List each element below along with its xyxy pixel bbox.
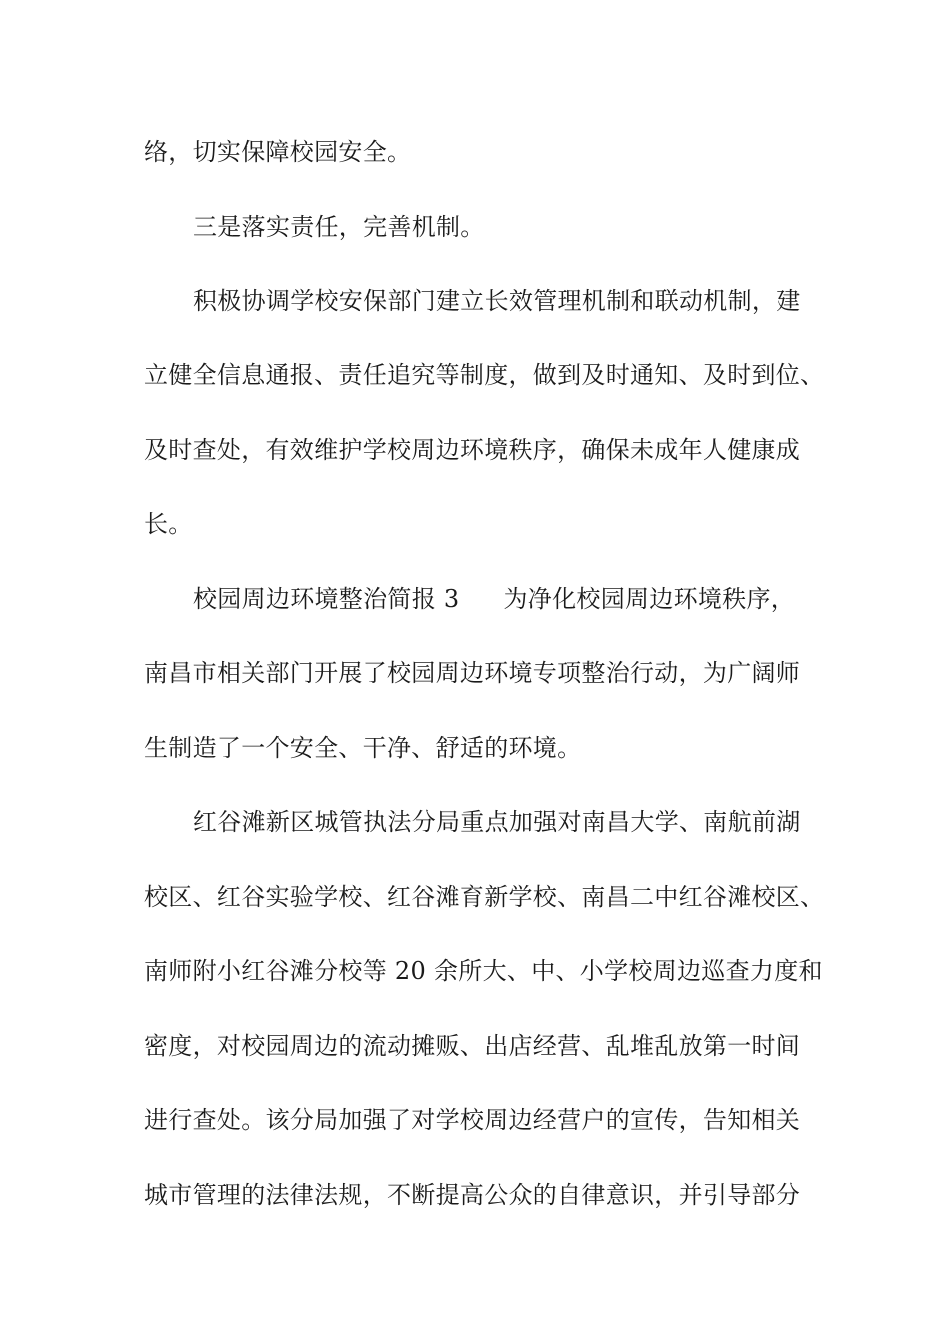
text-line-with-title [193, 579, 814, 619]
text-line: 南昌市相关部门开展了校园周边环境专项整治行动，为广阔师 [144, 659, 801, 687]
text-line: 城市管理的法律法规，不断提高公众的自律意识，并引导部分 [144, 1181, 801, 1209]
report-title: 校园周边环境整治简报 3 [193, 585, 460, 613]
text-line: 校区、红谷实验学校、红谷滩育新学校、南昌二中红谷滩校区、 [144, 883, 825, 911]
text-line: 立健全信息通报、责任追究等制度，做到及时通知、及时到位、 [144, 361, 825, 389]
section-heading: 三是落实责任，完善机制。 [193, 213, 485, 241]
text-line: 密度，对校园周边的流动摊贩、出店经营、乱堆乱放第一时间 [144, 1032, 801, 1060]
text-line: 进行查处。该分局加强了对学校周边经营户的宣传，告知相关 [144, 1106, 801, 1134]
text-line: 长。 [144, 510, 193, 538]
text-line: 生制造了一个安全、干净、舒适的环境。 [144, 734, 582, 762]
text-line: 络，切实保障校园安全。 [144, 138, 412, 166]
text-line: 南师附小红谷滩分校等 20 余所大、中、小学校周边巡查力度和 [144, 957, 823, 985]
text-line: 积极协调学校安保部门建立长效管理机制和联动机制，建 [193, 287, 801, 315]
text-line: 红谷滩新区城管执法分局重点加强对南昌大学、南航前湖 [193, 808, 801, 836]
text-fragment: 为净化校园周边环境秩序， [503, 585, 796, 613]
text-line: 及时查处，有效维护学校周边环境秩序，确保未成年人健康成 [144, 436, 801, 464]
